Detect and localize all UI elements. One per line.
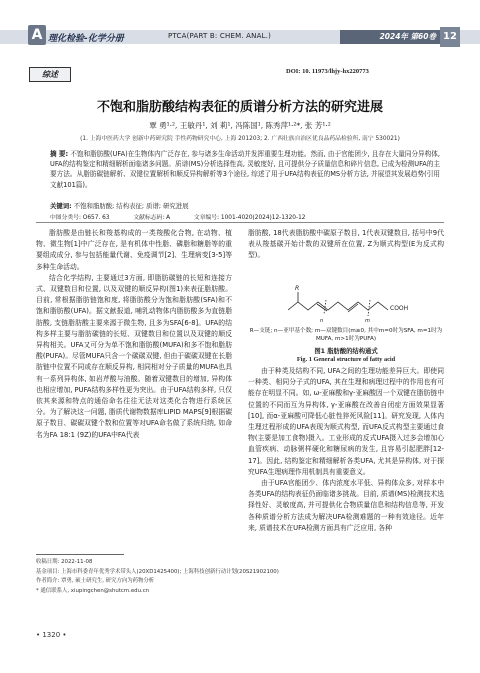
issue-info: 2024年 第60卷 [340,30,440,44]
body-right-column [248,366,444,534]
footnotes [36,558,279,596]
abstract [50,149,440,190]
page-number: • 1320 • [36,631,67,639]
abstract-label: 摘 要: [50,150,69,158]
funding: 基金项目: 上海市科委青年优秀学术带头人(20XD1425400); 上海科技创新行动计划(20S21902100) [36,568,279,575]
structure-bonds [288,292,388,316]
article-number: 文章编号: 1001-4020(2024)12-1320-12 [193,215,306,221]
body-paragraph: 由于UFA官能团少、体内浓度水平低、异构体众多, 对样本中各类UFA的结构表征仍面临诸多挑战。目前, 质谱(MS)检测技术选择性好、灵敏度高, 并可提供化合物质量信息和结构信息等, 开发各种质谱分析方法成为解决UFA检测难题的一种有效途径。近年来, 质谱技术在UFA检测方面具有广泛应用, 各种 [248,479,444,532]
fatty-acid-structure-figure [248,280,444,328]
doi[interactable]: DOI: 10. 11973/lhjy-hx220773 [286,68,369,75]
document-code: 文献标志码: A [133,215,171,221]
issue-badge: 12 [440,27,460,47]
section-label: 综述 [29,67,71,82]
n-label: n [320,318,324,324]
keywords [50,201,440,210]
article-title: 不饱和脂肪酸结构表征的质谱分析方法的研究进展 [96,100,383,115]
figure-note: R—支链; n—亚甲基个数; m—双键数目(m≥0, 其中m=0时为SFA, m=1时为MUFA, m>1时为PUFA) [249,328,443,343]
r-group-label: R [295,285,300,292]
author-bio: 作者简介: 覃勇, 硕士研究生, 研究方向为药物分析 [36,578,155,585]
body-paragraph: 脂肪酸, 18代表脂肪酸中碳原子数目, 1代表双键数目, 括号中9代表从羧基碳开始计数的双键所在位置, Z为顺式构型(E为反式构型)。 [248,229,444,260]
journal-series: PTCA(PART B: CHEM. ANAL.) [168,32,272,40]
body-paragraph: 由于种类及结构不同, UFA之间的生理功能差异巨大。即使同一种类、相同分子式的UFA, 其在生理和病理过程中的作用也有可能存在明显不同。如, ω-亚麻酸和γ-亚麻酸因一个双键在脂肪链中位置的不同而互为异构体, γ-亚麻酸在改善自闭症方面效果显著[10], 而α-亚麻酸可降低心脏性猝死风险[11]。研究发现, 人体内生理过程形成的UFA表现为顺式构型, 而UFA反式构型主要通过食物(主要是加工食物)摄入。工业形成的反式UFA摄入过多会增加心血管疾病、动脉粥样硬化和糖尿病的发生, 且容易引起肥胖[12-17]。因此, 结构鉴定和精细解析各类UFA, 尤其是异构体, 对于探究UFA生理病理作用机制具有重要意义。 [248,367,444,476]
m-label: m [365,318,370,324]
cooh-label: COOH [390,305,409,312]
figure-caption-en: Fig. 1 General structure of fatty acid [296,356,396,363]
corresponding-author[interactable]: * 通信联系人, xiupingchen@shutcm.edu.cn [36,587,150,594]
body-paragraph: 结合化学结构, 主要通过3方面, 即脂肪碳链的长短和连接方式、双键数目和位置, 以及双键的顺反异构(图1)来表征脂肪酸。目前, 常根据脂肪链饱和度, 将脂肪酸分为饱和脂肪酸(SFA)和不饱和脂肪酸(UFA)。据文献报道, 哺乳动物体内脂肪酸多为直链脂肪酸, 支链脂肪酸主要来源于微生物, 且多为SFA[6-8]。UFA的结构多样主要与脂肪碳链的长短、双键数目和位置以及双键的顺反异构相关。UFA又可分为单不饱和脂肪酸(MUFA)和多不饱和脂肪酸(PUFA)。尽管MUFA只含一个碳碳双键, 但由于碳碳双键在长脂肪链中位置不同或存在顺反异构, 相同相对分子质量的MUFA也具有一系列异构体, 如岩芹酸与油酸。随着双键数目的增加, 异构体也相应增加, PUFA结构多样性更为突出。由于UFA结构多样, 只仅依其来源和特点的通俗命名往往无法对这类化合物进行系统区分。为了解决这一问题, 脂质代谢物数据库LIPID MAPS[9]根据碳原子数目、碳碳双键个数和位置等对UFA命名做了系统归纳, 如命名为FA 18:1 (9Z)的UFA中FA代表 [36,273,232,439]
keywords-label: 关键词: [50,202,72,210]
journal-logo: A [28,25,46,45]
body-paragraph: 脂肪酸是由链长和羧基构成的一类羧酸化合物, 在动物、植物、微生物[1]中广泛存在, 是有机体中性脂、磷脂和糖脂等的重要组成成分, 参与包括能量代谢、免疫调节[2]、生理病变[3-5]等多种生命活动。 [36,229,232,271]
figure-caption-cn: 图1 脂肪酸的结构通式 [314,348,378,355]
keywords-text: 不饱和脂肪酸; 结构表征; 质谱; 研究进展 [73,202,189,210]
authors: 覃 勇¹·², 王敏丹¹, 刘 莉¹, 冯陈国¹, 陈秀萍¹·²*, 张 芳¹·² [149,121,331,130]
body-left-column [36,228,232,441]
journal-name: 理化检验-化学分册 [48,34,124,44]
article-meta [50,212,440,221]
clc-number: 中图分类号: O657. 63 [50,215,110,221]
divider [36,222,444,223]
affiliation: (1. 上海中医药大学 创新中药研究院 手性药物研究中心, 上海 201203; 2. 广西壮族自治区优良品药品检验所, 南宁 530021) [80,136,400,142]
received-date: 收稿日期: 2022-11-08 [36,559,93,565]
abstract-text: 不饱和脂肪酸(UFA)在生物体内广泛存在, 参与诸多生命活动并发挥重要生理功能。然而, 由于官能团少, 且存在大量同分异构体, UFA的结构鉴定和精细解析面临诸多问题。质谱(MS)分析选择性高, 灵敏度好, 且可提供分子质量信息和碎片信息, 已成为检测UFA的主要方法。从脂肪碳链解析、双键位置解析和顺反异构解析等3个途径, 综述了用于UFA结构表征的MS分析方法, 并展望其发展趋势(引用文献101篇)。 [50,150,440,189]
body-right-top [248,228,444,262]
footnote-divider [36,554,124,555]
